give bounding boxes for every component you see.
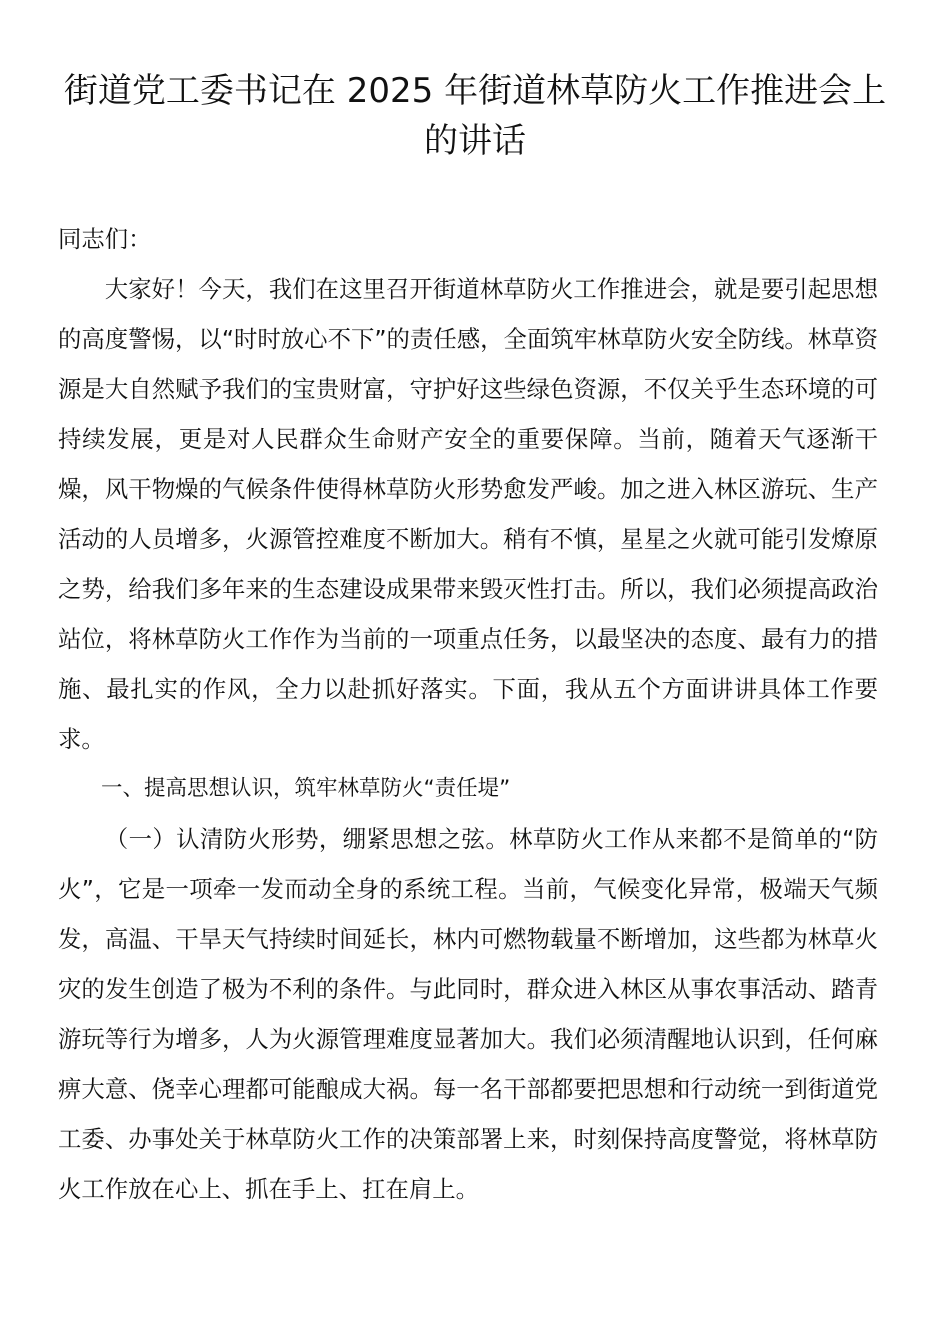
section-heading: 一、提高思想认识，筑牢林草防火“责任堤” bbox=[101, 776, 511, 801]
document-title: 街道党工委书记在 2025 年街道林草防火工作推进会上的讲话 bbox=[63, 71, 887, 161]
document-body bbox=[58, 214, 878, 1214]
subsection-paragraph: （一）认清防火形势，绷紧思想之弦。林草防火工作从来都不是简单的“防火”，它是一项牵一发而动全身的系统工程。当前，气候变化异常，极端天气频发，高温、干旱天气持续时间延长，林内可燃物载量不断增加，这些都为林草火灾的发生创造了极为不利的条件。与此同时，群众进入林区从事农事活动、踏青游玩等行为增多，人为火源管理难度显著加大。我们必须清醒地认识到，任何麻痹大意、侥幸心理都可能酿成大祸。每一名干部都要把思想和行动统一到街道党工委、办事处关于林草防火工作的决策部署上来，时刻保持高度警觉，将林草防火工作放在心上、抓在手上、扛在肩上。 bbox=[58, 825, 878, 1203]
opening-paragraph: 大家好！今天，我们在这里召开街道林草防火工作推进会，就是要引起思想的高度警惕，以“时时放心不下”的责任感，全面筑牢林草防火安全防线。林草资源是大自然赋予我们的宝贵财富，守护好这些绿色资源，不仅关乎生态环境的可持续发展，更是对人民群众生命财产安全的重要保障。当前，随着天气逐渐干燥，风干物燥的气候条件使得林草防火形势愈发严峻。加之进入林区游玩、生产活动的人员增多，火源管控难度不断加大。稍有不慎，星星之火就可能引发燎原之势，给我们多年来的生态建设成果带来毁灭性打击。所以，我们必须提高政治站位，将林草防火工作作为当前的一项重点任务，以最坚决的态度、最有力的措施、最扎实的作风，全力以赴抓好落实。下面，我从五个方面讲讲具体工作要求。 bbox=[58, 275, 878, 753]
salutation: 同志们： bbox=[58, 225, 152, 253]
